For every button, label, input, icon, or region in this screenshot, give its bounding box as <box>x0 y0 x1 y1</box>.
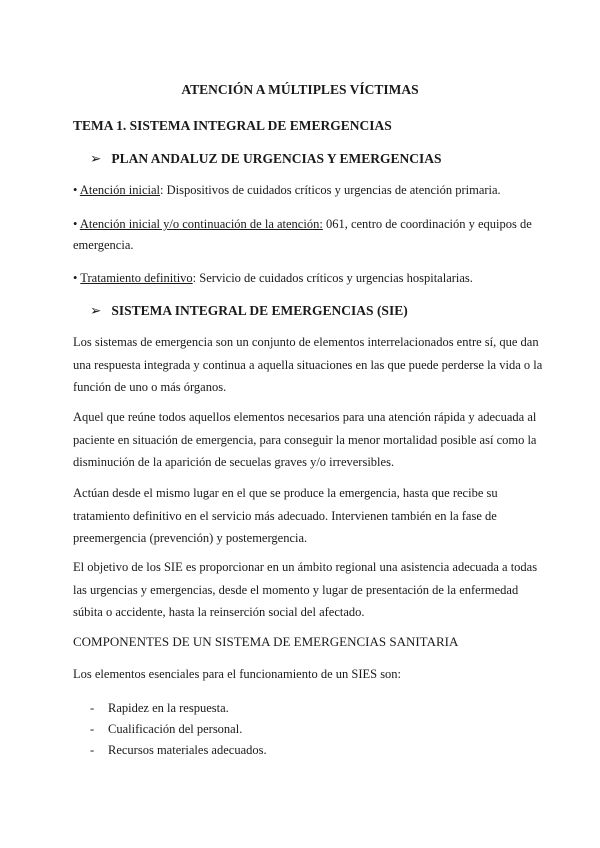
paragraph-line: preemergencia (prevención) y postemergencia. <box>73 531 308 545</box>
bullet-text: : Servicio de cuidados críticos y urgencias hospitalarias. <box>192 271 473 285</box>
document-title: ATENCIÓN A MÚLTIPLES VÍCTIMAS <box>181 82 419 97</box>
bullet-glyph: • <box>73 183 78 197</box>
bullet-term: Tratamiento definitivo <box>80 271 193 285</box>
paragraph-line: las urgencias y emergencias, desde el momento y lugar de presentación de la enfermedad <box>73 582 519 597</box>
arrow-bullet-icon: ➢ <box>90 151 102 166</box>
arrow-bullet-icon: ➢ <box>90 303 102 318</box>
list-item-text: Recursos materiales adecuados. <box>108 743 267 757</box>
bullet-term: Atención inicial <box>79 183 161 197</box>
list-item <box>90 719 267 740</box>
bullet-glyph: • <box>73 271 78 285</box>
section-heading-sie <box>90 303 408 319</box>
dash-bullet: - <box>90 722 95 736</box>
paragraph-line: súbita o accidente, hasta la reinserción social del afectado. <box>73 605 365 619</box>
components-heading: COMPONENTES DE UN SISTEMA DE EMERGENCIAS SANITARIA <box>73 634 459 649</box>
bullet-item <box>73 271 473 286</box>
paragraph-line: tratamiento definitivo en el servicio más adecuado. Intervienen también en la fase de <box>73 508 497 523</box>
paragraph <box>73 556 538 624</box>
list-item-text: Rapidez en la respuesta. <box>108 701 229 715</box>
paragraph-line: disminución de la aparición de secuelas graves y/o irreversibles. <box>73 455 395 469</box>
paragraph-line: paciente en situación de emergencia, para conseguir la menor mortalidad posible así como la <box>73 432 537 447</box>
paragraph-line: Los sistemas de emergencia son un conjunto de elementos interrelacionados entre sí, que dan <box>73 335 539 349</box>
bullet-continuation: emergencia. <box>73 238 134 252</box>
paragraph-line: Actúan desde el mismo lugar en el que se produce la emergencia, hasta que recibe su <box>73 486 498 500</box>
components-list <box>90 698 267 761</box>
paragraph-line: Aquel que reúne todos aquellos elementos necesarios para una atención rápida y adecuada al <box>73 410 537 424</box>
bullet-text: : Dispositivos de cuidados críticos y urgencias de atención primaria. <box>160 183 501 197</box>
bullet-item <box>73 217 532 232</box>
topic-heading: TEMA 1. SISTEMA INTEGRAL DE EMERGENCIAS <box>73 118 392 133</box>
section-heading-plan-andaluz <box>90 151 442 167</box>
section-heading-text: SISTEMA INTEGRAL DE EMERGENCIAS (SIE) <box>111 303 408 318</box>
list-item-text: Cualificación del personal. <box>108 722 243 736</box>
paragraph-line: función de uno o más órganos. <box>73 380 227 394</box>
bullet-term: Atención inicial y/o continuación de la atención: <box>79 217 323 231</box>
paragraph-line: una respuesta integrada y continua a aquella situaciones en las que puede perderse la vida o la <box>73 357 543 372</box>
bullet-glyph: • <box>73 217 78 231</box>
list-item <box>90 698 267 719</box>
components-intro: Los elementos esenciales para el funcionamiento de un SIES son: <box>73 667 402 681</box>
dash-bullet: - <box>90 743 95 757</box>
paragraph <box>73 406 537 474</box>
paragraph <box>73 331 543 399</box>
dash-bullet: - <box>90 701 95 715</box>
list-item <box>90 740 267 761</box>
bullet-text: 061, centro de coordinación y equipos de <box>322 217 532 231</box>
section-heading-text: PLAN ANDALUZ DE URGENCIAS Y EMERGENCIAS <box>111 151 442 166</box>
paragraph <box>73 482 531 550</box>
bullet-item <box>73 183 501 198</box>
paragraph-line: El objetivo de los SIE es proporcionar en un ámbito regional una asistencia adecuada a todas <box>73 560 538 574</box>
